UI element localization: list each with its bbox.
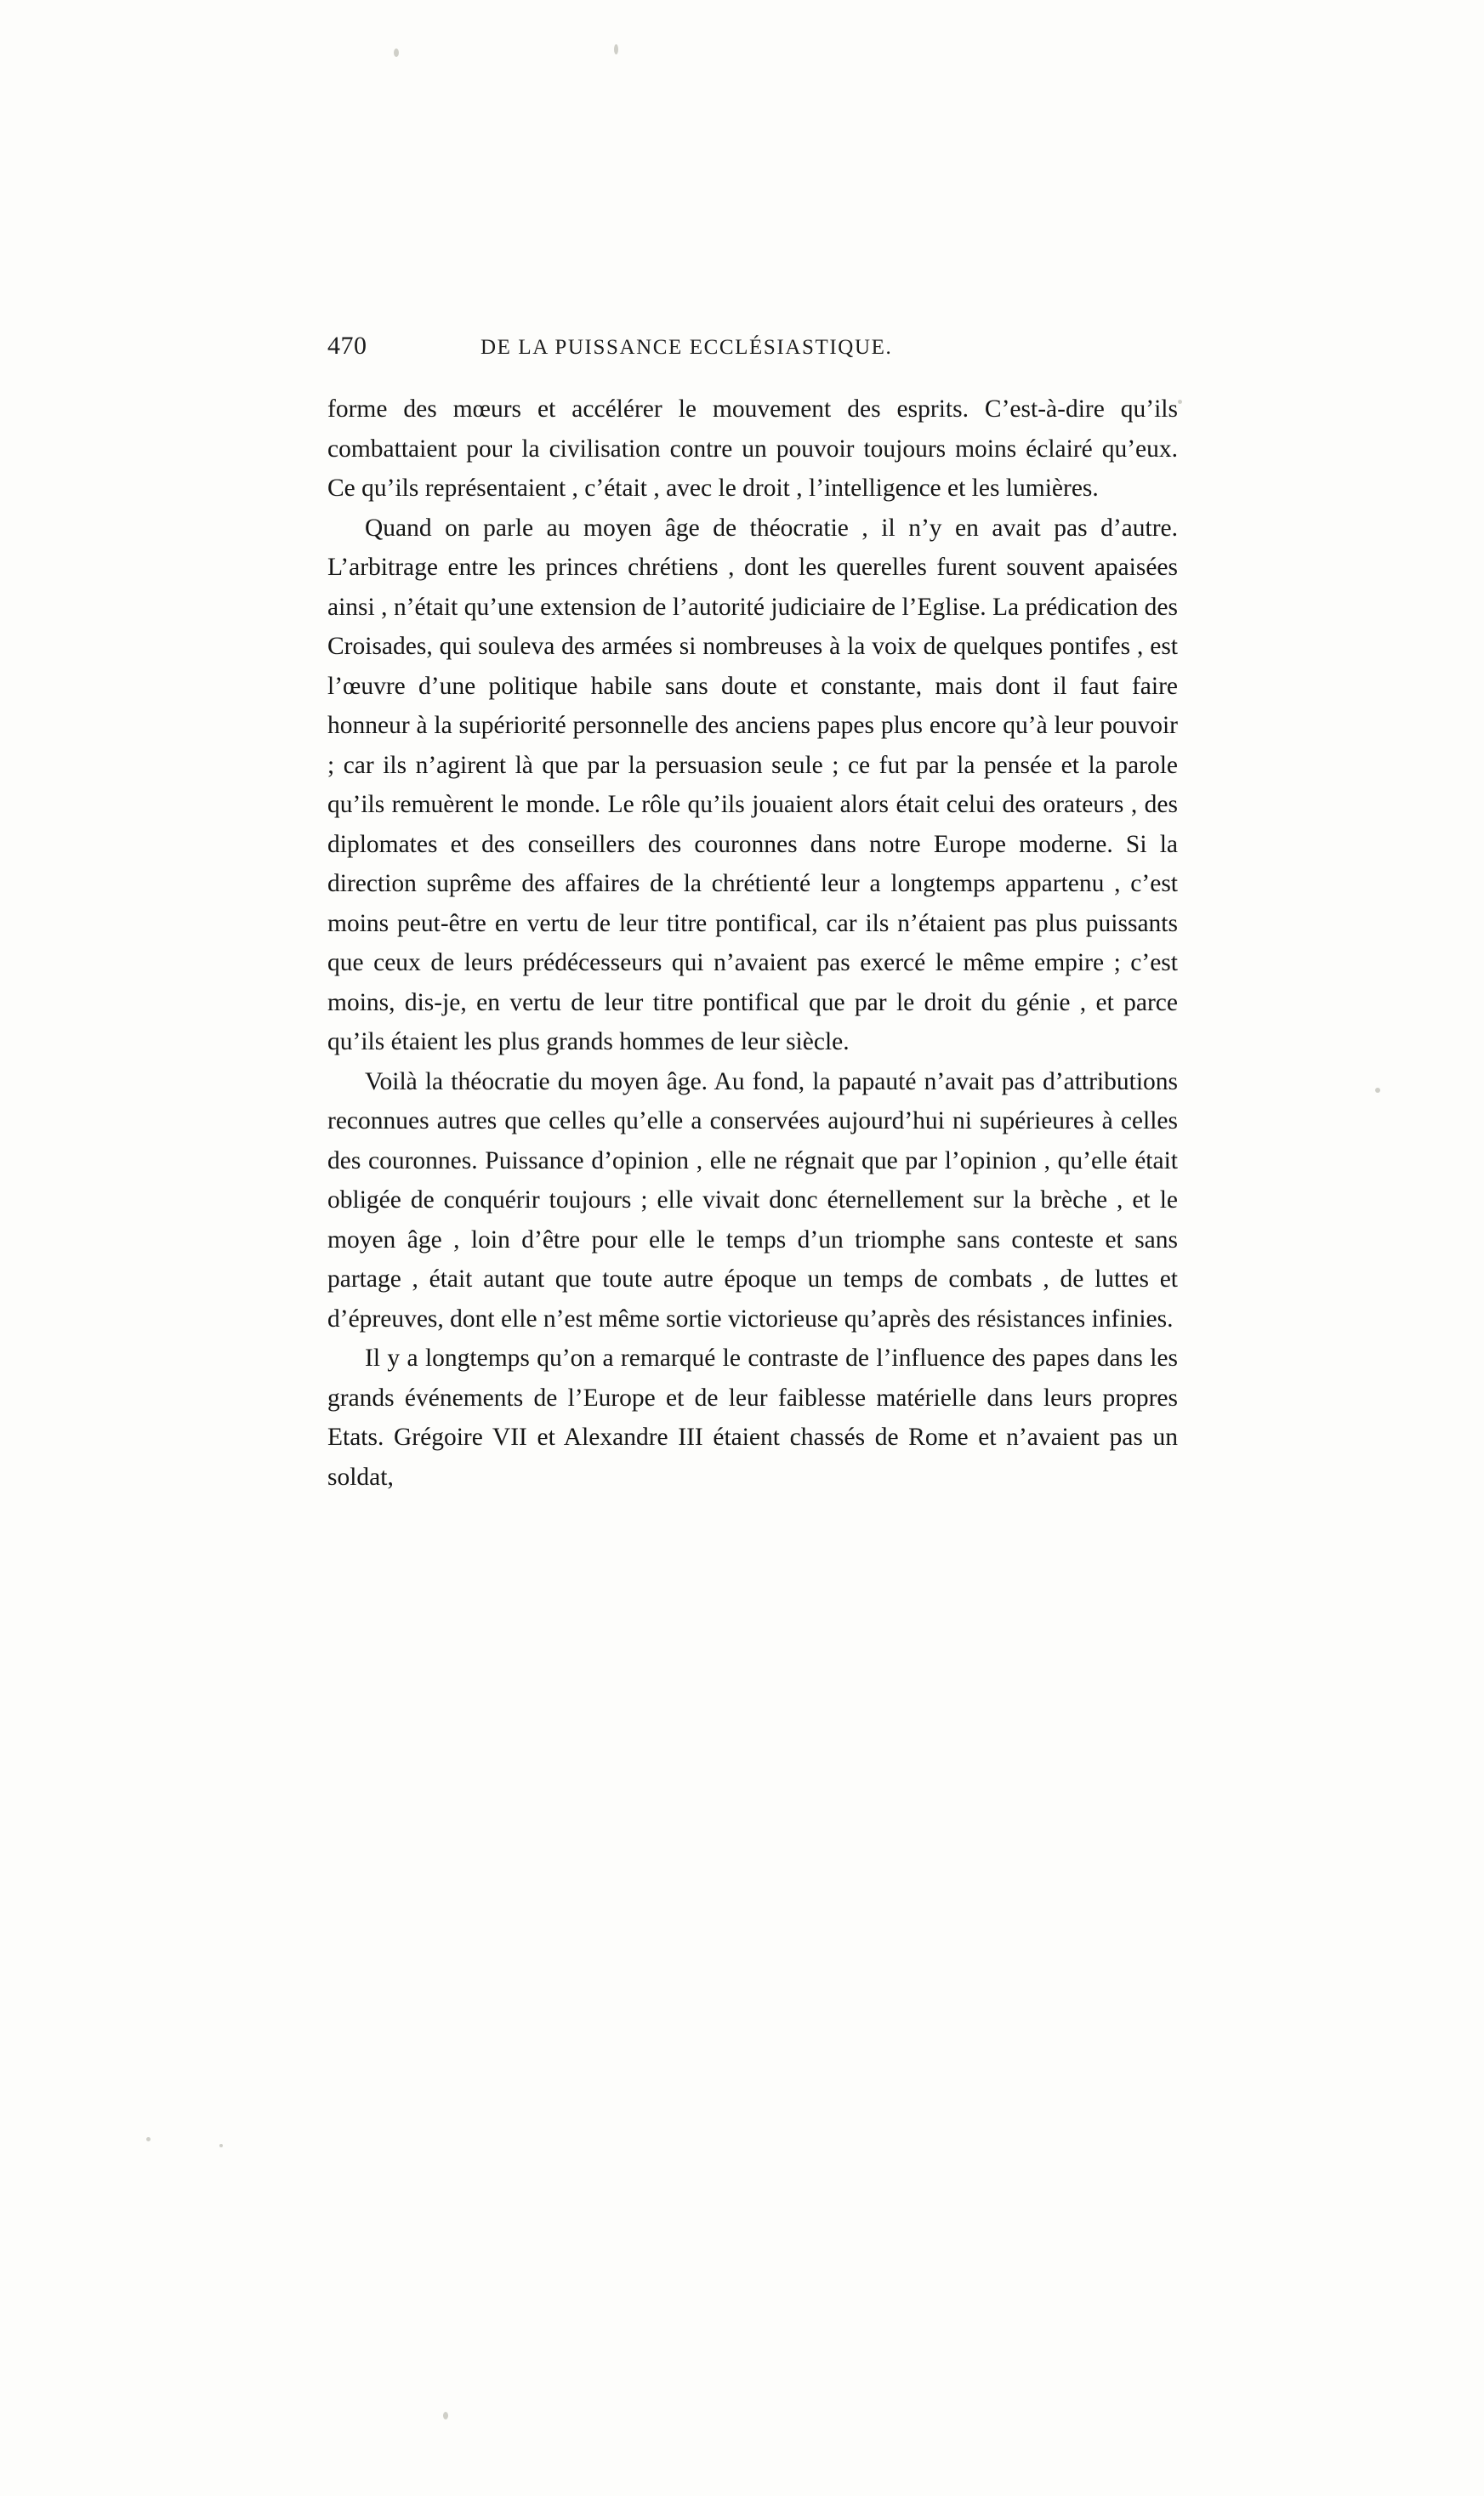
- text-block: [327, 332, 1178, 1497]
- paper-speck: [219, 2144, 223, 2147]
- paper-speck: [394, 48, 399, 57]
- paragraph: Voilà la théocratie du moyen âge. Au fond, la papauté n’avait pas d’attributions reconnues autres que celles qu’elle a conservées aujourd’hui ni supérieures à celles des couronnes. Puissance d’opinion , elle ne régnait que par l’opinion , qu’elle était obligée de conquérir toujours ; elle vivait donc éternellement sur la brèche , et le moyen âge , loin d’être pour elle le temps d’un triomphe sans conteste et sans partage , était autant que toute autre époque un temps de combats , de luttes et d’épreuves, dont elle n’est même sortie victorieuse qu’après des résistances infinies.: [327, 1067, 1178, 1333]
- paper-speck: [443, 2412, 448, 2419]
- paper-speck: [614, 44, 618, 54]
- running-head: DE LA PUISSANCE ECCLÉSIASTIQUE.: [480, 336, 893, 359]
- paragraph: Il y a longtemps qu’on a remarqué le contraste de l’influence des papes dans les grands événements de l’Europe et de leur faiblesse matérielle dans leurs propres Etats. Grégoire VII et Alexandre III étaient chassés de Rome et n’avaient pas un soldat,: [327, 1345, 1178, 1491]
- page-number: 470: [327, 332, 367, 360]
- paragraph: forme des mœurs et accélérer le mouvement des esprits. C’est-à-dire qu’ils combattaient pour la civilisation contre un pouvoir toujours moins éclairé qu’eux. Ce qu’ils représentaient , c’était , avec le droit , l’intelligence et les lumières.: [327, 395, 1178, 502]
- paper-speck: [1375, 1088, 1380, 1093]
- paper-speck: [146, 2137, 151, 2141]
- paper-speck: [1178, 400, 1182, 404]
- page-header: [327, 332, 1178, 361]
- paragraph: Quand on parle au moyen âge de théocratie , il n’y en avait pas d’autre. L’arbitrage entre les princes chrétiens , dont les querelles furent souvent apaisées ainsi , n’était qu’une extension de l’autorité judiciaire de l’Eglise. La prédication des Croisades, qui souleva des armées si nombreuses à la voix de quelques pontifes , est l’œuvre d’une politique habile sans doute et constante, mais dont il faut faire honneur à la supériorité personnelle des anciens papes plus encore qu’à leur pouvoir ; car ils n’agirent là que par la persuasion seule ; ce fut par la pensée et la parole qu’ils remuèrent le monde. Le rôle qu’ils jouaient alors était celui des orateurs , des diplomates et des conseillers des couronnes dans notre Europe moderne. Si la direction suprême des affaires de la chrétienté leur a longtemps appartenu , c’est moins peut-être en vertu de leur titre pontifical, car ils n’étaient pas plus puissants que ceux de leurs prédécesseurs qui n’avaient pas exercé le même empire ; c’est moins, dis-je, en vertu de leur titre pontifical que par le droit du génie , et parce qu’ils étaient les plus grands hommes de leur siècle.: [327, 514, 1178, 1055]
- body-text: [327, 389, 1178, 1497]
